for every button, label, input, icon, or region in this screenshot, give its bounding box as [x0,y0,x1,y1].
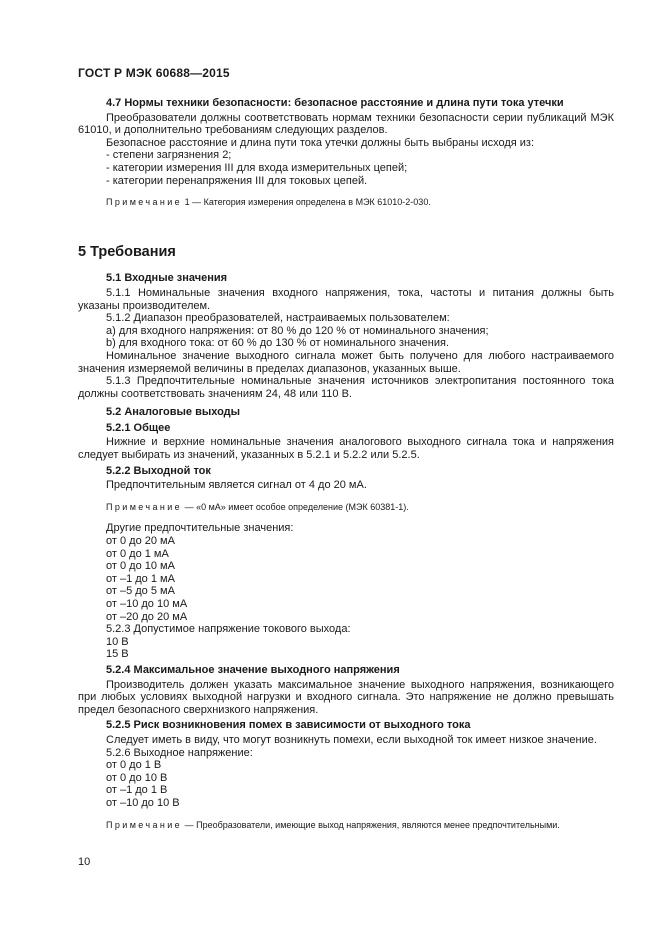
list-item: от 0 до 10 мА [106,560,175,573]
list-item: от 0 до 20 мА [106,535,175,548]
paragraph: Следует иметь в виду, что могут возникнуть помехи, если выходной ток имеет низкое значение. [106,733,597,746]
paragraph: 5.1.1 Номинальные значения входного напряжения, тока, частоты и питания должны быть указаны производителем. [78,286,614,312]
list-item: от –10 до 10 мА [106,598,188,610]
document-header: ГОСТ Р МЭК 60688—2015 [78,66,230,80]
section-5-2-2-title: 5.2.2 Выходной ток [106,464,211,477]
list-item: - категории измерения III для входа измерительных цепей; [106,161,408,174]
section-5-2-1-title: 5.2.1 Общее [106,421,171,434]
list-item: от 0 до 10 В [106,771,168,784]
note-label: Примечание [106,501,183,512]
list-item: b) для входного тока: от 60 % до 130 % от номинального значения. [106,337,450,350]
section-5-1-title: 5.1 Входные значения [106,272,228,285]
paragraph: Другие предпочтительные значения: [106,522,294,535]
note [78,819,614,832]
paragraph: Преобразователи должны соответствовать нормам техники безопасности серии публикаций МЭК 61010, и дополнительно требованиям следующих разделов. [78,111,614,137]
list-item: 15 В [106,648,129,661]
paragraph: Предпочтительным является сигнал от 4 до 20 мА. [106,479,367,492]
list-item: от –10 до 10 В [106,796,180,809]
list-item: от 0 до 1 В [106,759,162,772]
section-5-2-5-title: 5.2.5 Риск возникновения помех в зависимости от выходного тока [106,719,471,732]
paragraph: Производитель должен указать максимальное значение выходного напряжения, возникающего при любых условиях выходной нагрузки и входного сигнала. Это напряжение не должно превышать предел безопасного сверхнизкого напряжения. [78,678,614,716]
note [78,501,614,514]
list-item: a) для входного напряжения: от 80 % до 120 % от номинального значения; [106,324,489,337]
paragraph: 5.2.3 Допустимое напряжение токового выхода: [106,623,351,636]
paragraph: Нижние и верхние номинальные значения аналогового выходного сигнала тока и напряжения следует выбирать из значений, указанных в 5.2.1 и 5.2.2 или 5.2.5. [78,436,614,462]
section-5-2-title: 5.2 Аналоговые выходы [106,406,241,419]
note-text: — Преобразователи, имеющие выход напряжения, являются менее предпочтительными. [182,819,560,830]
section-4-7-title: 4.7 Нормы техники безопасности: безопасное расстояние и длина пути тока утечки [106,97,564,109]
note-text: 1 — Категория измерения определена в МЭК 61010-2-030. [182,197,431,208]
paragraph: 5.1.3 Предпочтительные номинальные значения источников электропитания постоянного тока должны соответствовать значениям 24, 48 или 110 В. [78,375,614,400]
section-5-title: 5 Требования [78,243,176,260]
note [78,196,614,209]
list-item: от 0 до 1 мА [106,547,169,560]
list-item: - категории перенапряжения III для токовых цепей. [106,174,368,187]
paragraph: Безопасное расстояние и длина пути тока утечки должны быть выбраны исходя из: [106,136,535,149]
list-item: от –1 до 1 В [106,784,168,797]
note-label: Примечание [106,197,183,208]
paragraph: 5.2.6 Выходное напряжение: [106,746,253,759]
paragraph: 5.1.2 Диапазон преобразователей, настраиваемых пользователем: [106,312,450,325]
list-item: от –20 до 20 мА [106,610,188,623]
list-item: 10 В [106,635,129,648]
note-label: Примечание [106,819,183,830]
note-text: — «0 мА» имеет особое определение (МЭК 60381-1). [182,501,409,512]
paragraph: Номинальное значение выходного сигнала может быть получено для любого настраиваемого значения измеряемой величины в пределах диапазонов, указанных выше. [78,349,614,375]
list-item: от –1 до 1 мА [106,572,175,585]
list-item: - степени загрязнения 2; [106,149,232,162]
list-item: от –5 до 5 мА [106,585,175,598]
page-content [78,94,614,840]
page-number: 10 [78,856,91,868]
section-5-2-4-title: 5.2.4 Максимальное значение выходного напряжения [106,663,400,676]
